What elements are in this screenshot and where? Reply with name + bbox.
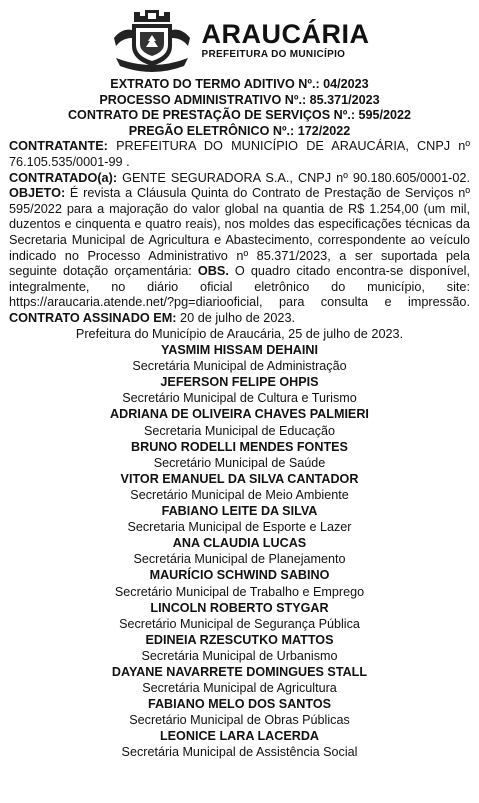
- signer-name: JEFERSON FELIPE OHPIS: [160, 375, 319, 390]
- signer-name: MAURÍCIO SCHWIND SABINO: [149, 568, 330, 583]
- signer-name: ANA CLAUDIA LUCAS: [172, 536, 307, 551]
- objeto-label: OBJETO:: [9, 186, 66, 201]
- signer-name: VITOR EMANUEL DA SILVA CANTADOR: [120, 471, 359, 486]
- signer-role: Secretário Municipal de Obras Públicas: [129, 713, 350, 728]
- title-processo: PROCESSO ADMINISTRATIVO Nº.: 85.371/2023: [99, 92, 380, 107]
- signer-name: FABIANO MELO DOS SANTOS: [147, 697, 332, 712]
- title-contrato: CONTRATO DE PRESTAÇÃO DE SERVIÇOS Nº.: 595/2022: [67, 108, 412, 123]
- signer: [9, 535, 470, 567]
- signer: [9, 696, 470, 728]
- signer: [9, 600, 470, 632]
- municipal-coat-of-arms-icon: [110, 8, 194, 72]
- signer: [9, 728, 470, 760]
- signer-role: Secretário Municipal de Meio Ambiente: [130, 487, 349, 502]
- dateline: Prefeitura do Município de Araucária, 25 de julho de 2023.: [75, 326, 404, 341]
- signer-name: YASMIM HISSAM DEHAINI: [161, 343, 318, 358]
- signer-role: Secretário Municipal de Saúde: [153, 455, 326, 470]
- obs-label: OBS.: [197, 264, 229, 279]
- signer-role: Secretário Municipal de Segurança Pública: [119, 616, 360, 631]
- signer-role: Secretário Municipal de Trabalho e Emprego: [114, 584, 365, 599]
- title-pregao: PREGÃO ELETRÔNICO Nº.: 172/2022: [128, 123, 351, 138]
- signer: [9, 567, 470, 599]
- signer-role: Secretária Municipal de Assistência Social: [121, 745, 358, 760]
- brand-name: ARAUCÁRIA: [201, 18, 370, 49]
- signer-role: Secretária Municipal de Agricultura: [142, 681, 337, 696]
- contratado-paragraph: [9, 171, 470, 327]
- objeto-text: É revista a Cláusula Quinta do Contrato de Prestação de Serviços nº 595/2022 para a majoração do valor global na quantia de R$ 1.254,00 (um mil, duzentos e cinquenta e quatro reais), nos moldes das especificações técnicas da Secretaria Municipal de Agricultura e Abastecimento, correspondente ao veículo indicado no Processo Administrativo nº 85.371/2023, a ser suportada pela seguinte dotação orçamentária:: [9, 186, 470, 279]
- obs-text: O quadro citado encontra-se disponível, integralmente, no diário oficial eletrônico do município, site: https://araucaria.atende.net/?pg=diariooficial, para consulta e impressão.: [9, 264, 471, 310]
- contratante-label: CONTRATANTE:: [9, 139, 108, 154]
- signer-name: LEONICE LARA LACERDA: [159, 729, 320, 744]
- brand-subtitle: PREFEITURA DO MUNICÍPIO: [201, 48, 346, 60]
- signer-role: Secretaria Municipal de Educação: [143, 423, 336, 438]
- brand-block: [201, 18, 370, 60]
- contratado-text: GENTE SEGURADORA S.A., CNPJ nº 90.180.605/0001-02.: [117, 170, 470, 185]
- signer-name: FABIANO LEITE DA SILVA: [161, 504, 318, 519]
- signer: [9, 503, 470, 535]
- assinado-label: CONTRATO ASSINADO EM:: [9, 310, 177, 325]
- signer-role: Secretário Municipal de Cultura e Turismo: [122, 391, 357, 406]
- document-titles: [9, 77, 470, 139]
- contratante-text: PREFEITURA DO MUNICÍPIO DE ARAUCÁRIA, CNPJ nº 76.105.535/0001-99 .: [9, 139, 470, 169]
- page-header: [9, 0, 470, 74]
- signer: [9, 632, 470, 664]
- signer-name: ADRIANA DE OLIVEIRA CHAVES PALMIERI: [110, 407, 369, 422]
- signer-role: Secretária Municipal de Planejamento: [133, 552, 346, 567]
- signer: [9, 406, 470, 438]
- assinado-text: 20 de julho de 2023.: [176, 310, 296, 325]
- signer: [9, 439, 470, 471]
- signers-list: [9, 342, 470, 760]
- contratante-paragraph: [9, 139, 470, 170]
- signer-name: LINCOLN ROBERTO STYGAR: [150, 600, 329, 615]
- signer-name: EDINEIA RZESCUTKO MATTOS: [145, 632, 334, 647]
- signer-name: DAYANE NAVARRETE DOMINGUES STALL: [111, 664, 368, 679]
- signer: [9, 471, 470, 503]
- signer-name: BRUNO RODELLI MENDES FONTES: [131, 439, 348, 454]
- signer: [9, 664, 470, 696]
- signer-role: Secretária Municipal de Urbanismo: [141, 648, 338, 663]
- signer: [9, 342, 470, 374]
- document-body: [9, 139, 470, 326]
- contratado-label: CONTRATADO(a):: [9, 170, 118, 185]
- signer-role: Secretaria Municipal de Esporte e Lazer: [127, 520, 352, 535]
- title-termo-aditivo: EXTRATO DO TERMO ADITIVO Nº.: 04/2023: [110, 77, 369, 91]
- signer-role: Secretária Municipal de Administração: [132, 359, 347, 374]
- signer: [9, 374, 470, 406]
